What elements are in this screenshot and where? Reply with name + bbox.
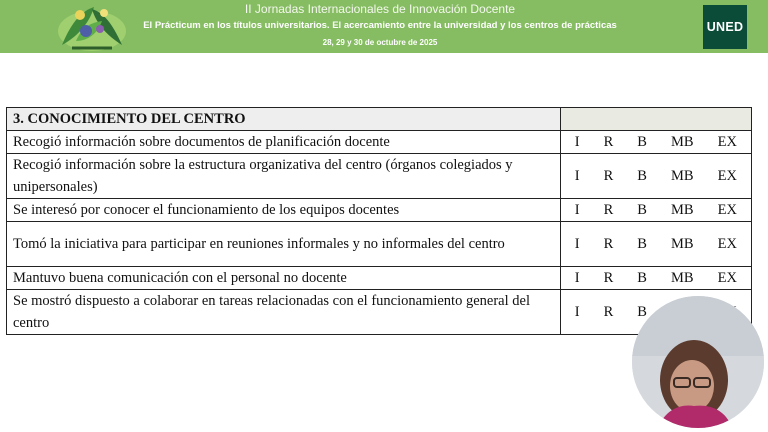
rating-mb[interactable]: MB: [670, 167, 694, 184]
rating-r[interactable]: R: [603, 303, 614, 320]
criterion-text: Recogió información sobre la estructura organizativa del centro (órganos colegiados y unipersonales): [7, 154, 561, 199]
rating-options: [561, 236, 751, 253]
section-header-row: [7, 108, 752, 131]
table-row: [7, 267, 752, 290]
table-row: [7, 131, 752, 154]
rating-ex[interactable]: EX: [717, 269, 737, 286]
section-title: 3. CONOCIMIENTO DEL CENTRO: [7, 108, 561, 131]
presenter-video-icon: [632, 296, 764, 428]
table-row: [7, 154, 752, 199]
plant-illustration-logo: [52, 1, 132, 52]
event-banner: [0, 0, 768, 53]
rating-options: [561, 134, 751, 151]
criterion-text: Mantuvo buena comunicación con el personal no docente: [7, 267, 561, 290]
rating-b[interactable]: B: [637, 201, 647, 218]
rating-r[interactable]: R: [603, 269, 614, 286]
rating-options: [561, 168, 751, 185]
rating-i[interactable]: I: [574, 235, 580, 252]
criterion-text: Tomó la iniciativa para participar en reuniones informales y no informales del centro: [7, 222, 561, 267]
event-title: II Jornadas Internacionales de Innovación Docente: [244, 2, 516, 16]
rating-r[interactable]: R: [603, 133, 614, 150]
uned-logo: UNED: [703, 5, 747, 49]
rating-ex[interactable]: EX: [717, 167, 737, 184]
rating-mb[interactable]: MB: [670, 235, 694, 252]
rating-b[interactable]: B: [637, 167, 647, 184]
rating-ex[interactable]: EX: [717, 133, 737, 150]
scale-header-blank: [560, 108, 751, 131]
rating-r[interactable]: R: [603, 167, 614, 184]
rating-i[interactable]: I: [574, 167, 580, 184]
rating-r[interactable]: R: [603, 235, 614, 252]
criterion-text: Se interesó por conocer el funcionamiento de los equipos docentes: [7, 199, 561, 222]
rating-ex[interactable]: EX: [717, 201, 737, 218]
table-row: [7, 290, 752, 335]
table-row: [7, 199, 752, 222]
event-subtitle: El Prácticum en los títulos universitarios. El acercamiento entre la universidad y los centros de prácticas: [143, 20, 617, 31]
rating-mb[interactable]: MB: [670, 269, 694, 286]
table-row: [7, 222, 752, 267]
criterion-text: Recogió información sobre documentos de planificación docente: [7, 131, 561, 154]
event-dates: 28, 29 y 30 de octubre de 2025: [322, 38, 438, 47]
rating-r[interactable]: R: [603, 201, 614, 218]
rating-i[interactable]: I: [574, 133, 580, 150]
rating-i[interactable]: I: [574, 269, 580, 286]
rating-options: [561, 202, 751, 219]
criterion-text: Se mostró dispuesto a colaborar en tareas relacionadas con el funcionamiento general del centro: [7, 290, 561, 335]
rating-b[interactable]: B: [637, 133, 647, 150]
rating-b[interactable]: B: [637, 235, 647, 252]
presenter-webcam-overlay: [632, 296, 764, 428]
rating-mb[interactable]: MB: [670, 201, 694, 218]
rating-b[interactable]: B: [637, 303, 647, 320]
rating-i[interactable]: I: [574, 201, 580, 218]
rating-ex[interactable]: EX: [717, 235, 737, 252]
rating-b[interactable]: B: [637, 269, 647, 286]
rating-i[interactable]: I: [574, 303, 580, 320]
rating-mb[interactable]: MB: [670, 133, 694, 150]
evaluation-table: [6, 107, 752, 335]
rating-options: [561, 270, 751, 287]
